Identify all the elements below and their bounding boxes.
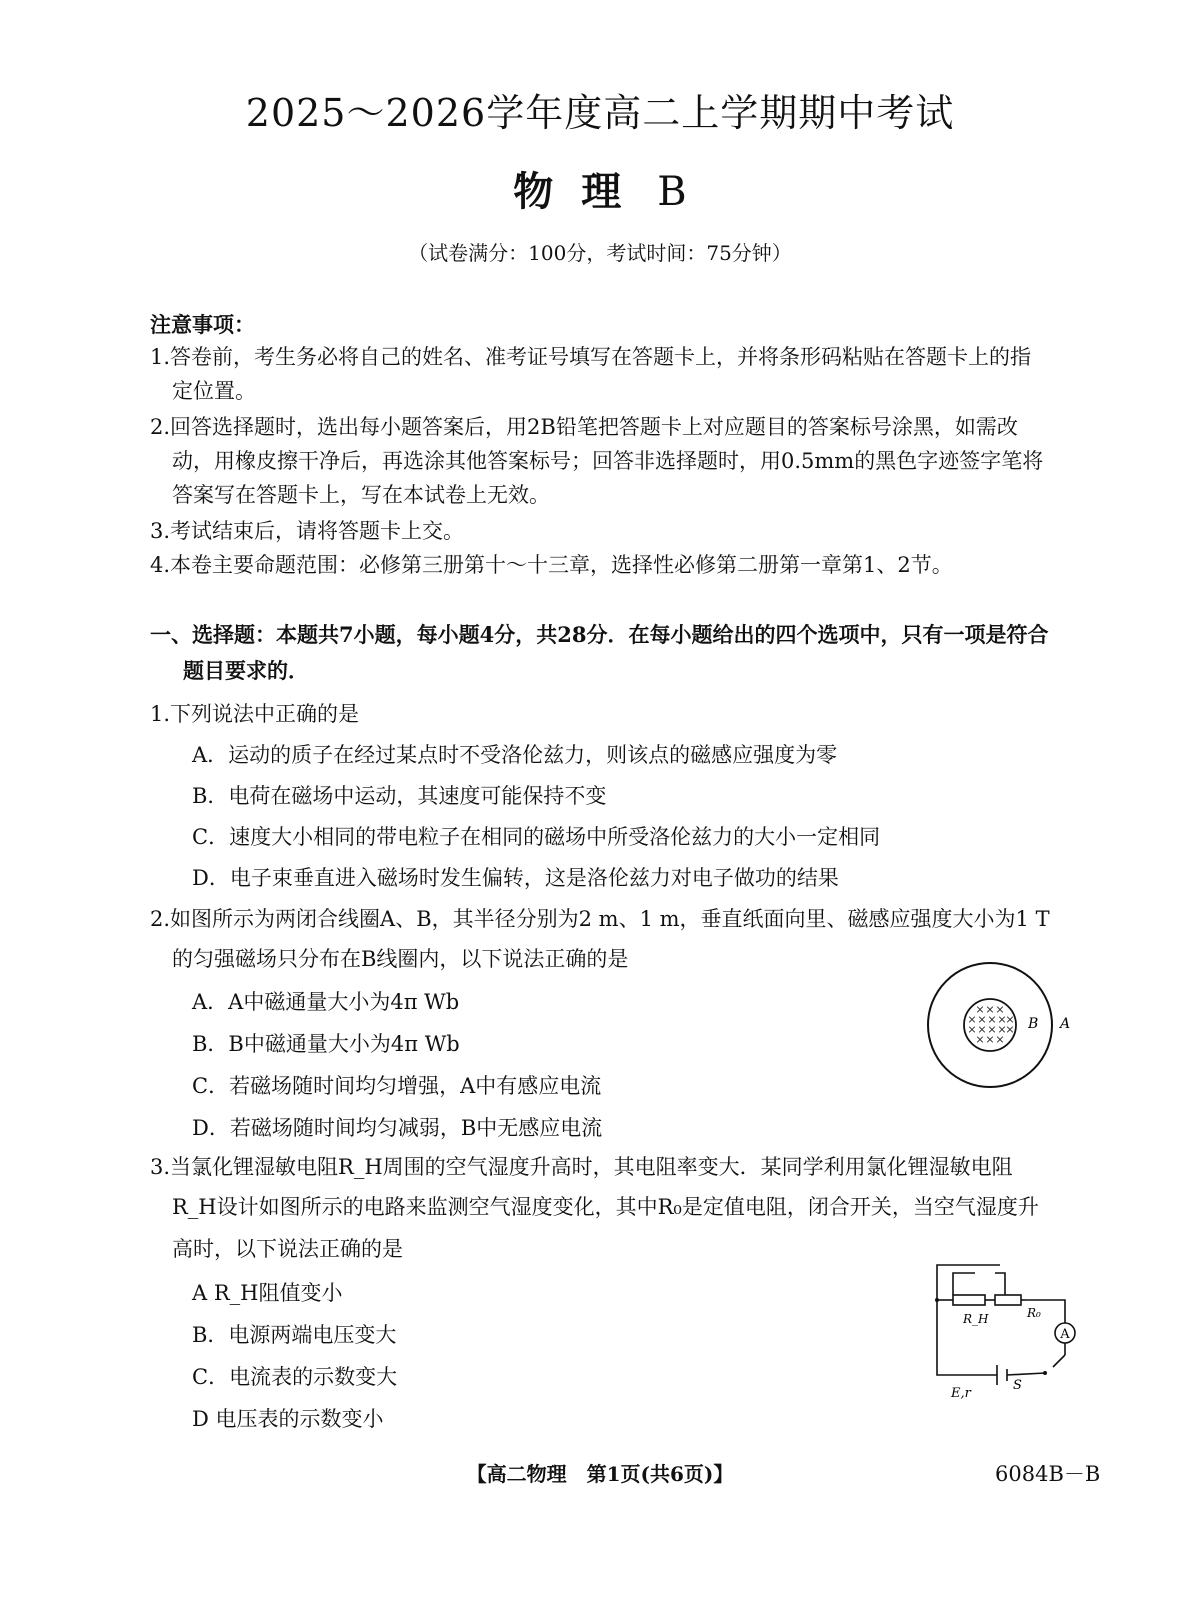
svg-text:×: ×: [1005, 1023, 1015, 1036]
svg-text:×: ×: [967, 1023, 977, 1036]
q3-stem-cont-1: R_H设计如图所示的电路来监测空气湿度变化，其中R₀是定值电阻，闭合开关，当空气湿度升: [172, 1195, 1039, 1219]
notice-item-1-cont: 定位置。: [172, 379, 256, 403]
paper-code: 6084B－B: [995, 1462, 1101, 1486]
svg-text:×: ×: [977, 1013, 987, 1026]
q3-option-a: A R_H阻值变小: [192, 1281, 343, 1305]
notice-item-4: 4.本卷主要命题范围：必修第三册第十～十三章，选择性必修第二册第一章第1、2节。: [150, 553, 953, 577]
notice-item-3: 3.考试结束后，请将答题卡上交。: [150, 519, 465, 543]
q2-coil-figure: [920, 955, 1090, 1095]
magnetic-field-crosses: [967, 1003, 1014, 1046]
fig-label-rh: R_H: [963, 1312, 989, 1326]
q2-option-b: B．B中磁通量大小为4π Wb: [192, 1032, 460, 1056]
notice-item-2-cont-2: 答案写在答题卡上，写在本试卷上无效。: [172, 483, 550, 507]
q2-option-c: C．若磁场随时间均匀增强，A中有感应电流: [192, 1074, 602, 1098]
svg-text:×: ×: [1005, 1013, 1015, 1026]
subject-name: 物理: [513, 168, 650, 215]
page-footer: 【高二物理 第1页(共6页)】: [466, 1462, 734, 1486]
fig-label-source: E,r: [951, 1386, 971, 1401]
subject-title: [0, 160, 1200, 217]
r0-resistor: [995, 1295, 1021, 1305]
exam-info: （试卷满分：100分，考试时间：75分钟）: [408, 241, 792, 265]
q3-stem: 3.当氯化锂湿敏电阻R_H周围的空气湿度升高时，其电阻率变大．某同学利用氯化锂湿敏电阻: [150, 1155, 1013, 1179]
q2-stem: 2.如图所示为两闭合线圈A、B，其半径分别为2 m、1 m，垂直纸面向里、磁感应强度大小为1 T: [150, 907, 1050, 931]
svg-text:×: ×: [975, 1003, 985, 1016]
q3-circuit-figure: [925, 1255, 1085, 1405]
svg-text:×: ×: [987, 1023, 997, 1036]
svg-text:×: ×: [967, 1013, 977, 1026]
exam-title: 2025～2026学年度高二上学期期中考试: [245, 91, 955, 135]
svg-text:×: ×: [985, 1033, 995, 1046]
svg-text:×: ×: [995, 1003, 1005, 1016]
q2-stem-cont: 的匀强磁场只分布在B线圈内，以下说法正确的是: [172, 947, 629, 971]
svg-text:×: ×: [977, 1023, 987, 1036]
notice-item-2-cont-1: 动，用橡皮擦干净后，再选涂其他答案标号；回答非选择题时，用0.5mm的黑色字迹签字笔将: [172, 449, 1044, 473]
q2-option-a: A．A中磁通量大小为4π Wb: [192, 990, 460, 1014]
q3-option-d: D 电压表的示数变小: [192, 1407, 384, 1431]
q3-option-c: C．电流表的示数变大: [192, 1365, 398, 1389]
svg-text:×: ×: [997, 1013, 1007, 1026]
notice-heading: 注意事项：: [150, 312, 255, 337]
fig-label-r0: R₀: [1027, 1306, 1041, 1320]
svg-text:×: ×: [985, 1003, 995, 1016]
q1-option-b: B．电荷在磁场中运动，其速度可能保持不变: [192, 784, 607, 808]
section-heading: 一、选择题：本题共7小题，每小题4分，共28分．在每小题给出的四个选项中，只有一项是符合: [150, 622, 1049, 647]
ammeter-label: A: [1060, 1327, 1070, 1342]
q1-option-c: C．速度大小相同的带电粒子在相同的磁场中所受洛伦兹力的大小一定相同: [192, 825, 881, 849]
svg-text:×: ×: [997, 1023, 1007, 1036]
q1-option-d: D．电子束垂直进入磁场时发生偏转，这是洛伦兹力对电子做功的结果: [192, 866, 839, 890]
svg-text:×: ×: [995, 1033, 1005, 1046]
q3-stem-cont-2: 高时，以下说法正确的是: [172, 1237, 403, 1261]
svg-text:×: ×: [975, 1033, 985, 1046]
q3-option-b: B．电源两端电压变大: [192, 1323, 397, 1347]
fig-label-b: B: [1028, 1016, 1039, 1032]
q1-stem: 1.下列说法中正确的是: [150, 702, 360, 726]
svg-text:×: ×: [987, 1013, 997, 1026]
notice-item-1: 1.答卷前，考生务必将自己的姓名、准考证号填写在答题卡上，并将条形码粘贴在答题卡上的指: [150, 345, 1032, 369]
q1-option-a: A．运动的质子在经过某点时不受洛伦兹力，则该点的磁感应强度为零: [192, 743, 838, 767]
fig-label-switch: S: [1013, 1378, 1022, 1393]
q2-option-d: D．若磁场随时间均匀减弱，B中无感应电流: [192, 1116, 603, 1140]
section-heading-cont: 题目要求的．: [183, 658, 309, 683]
rh-resistor: [953, 1295, 985, 1305]
version-letter: B: [657, 169, 687, 215]
fig-label-a: A: [1060, 1016, 1071, 1032]
notice-item-2: 2.回答选择题时，选出每小题答案后，用2B铅笔把答题卡上对应题目的答案标号涂黑，如需改: [150, 415, 1018, 439]
